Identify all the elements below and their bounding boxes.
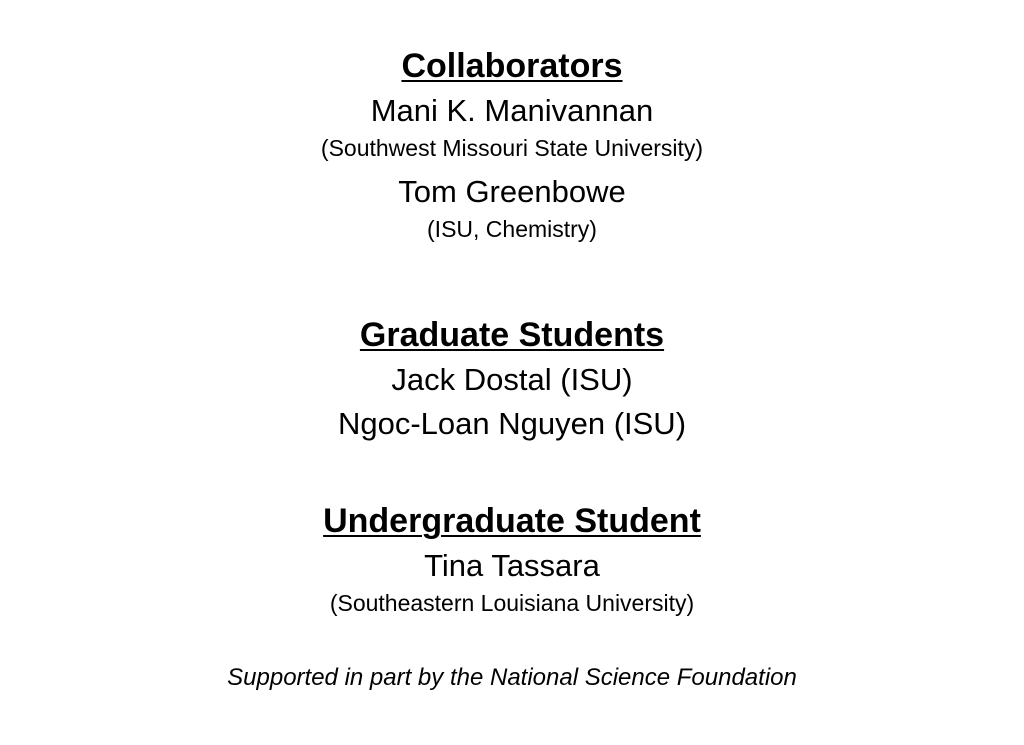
undergraduate-student-name: Tina Tassara: [424, 548, 600, 583]
section-heading-undergraduate-student: Undergraduate Student: [323, 502, 701, 540]
section-heading-graduate-students: Graduate Students: [359, 316, 665, 354]
undergraduate-student-affiliation: (Southeastern Louisiana University): [329, 590, 695, 616]
funding-acknowledgement: Supported in part by the National Science Foundation: [227, 664, 797, 691]
collaborator-name: Mani K. Manivannan: [370, 93, 654, 128]
collaborator-affiliation: (ISU, Chemistry): [427, 216, 597, 242]
graduate-student-name: Jack Dostal (ISU): [391, 362, 633, 397]
section-heading-collaborators: Collaborators: [401, 47, 623, 85]
collaborator-name: Tom Greenbowe: [398, 174, 626, 209]
collaborator-affiliation: (Southwest Missouri State University): [320, 135, 704, 161]
graduate-student-name: Ngoc-Loan Nguyen (ISU): [337, 406, 687, 441]
